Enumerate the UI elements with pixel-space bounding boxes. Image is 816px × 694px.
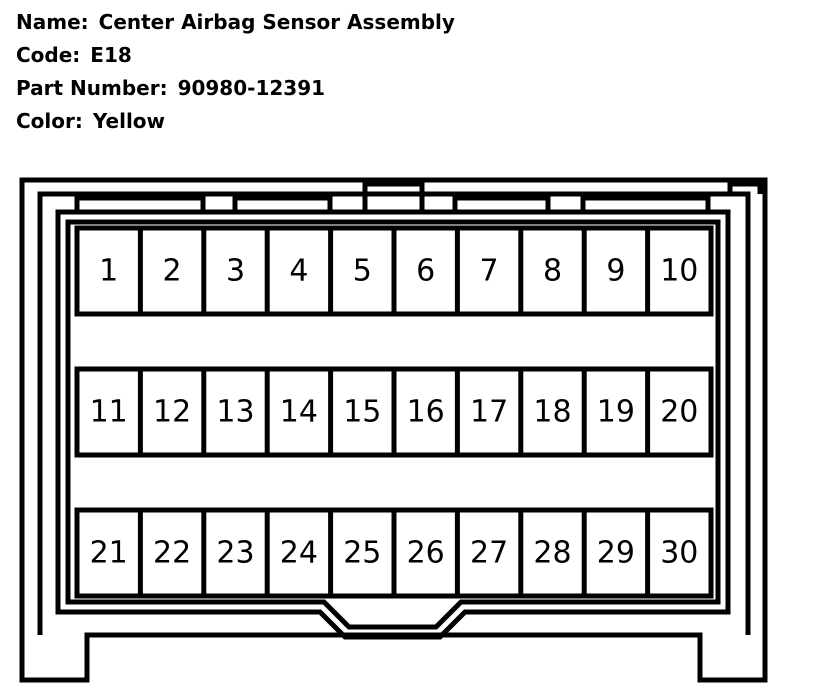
center-latch (365, 184, 422, 212)
pin-4: 4 (289, 253, 309, 289)
pin-9: 9 (606, 253, 626, 289)
pin-21: 21 (89, 535, 128, 571)
pin-grid (77, 228, 711, 596)
pin-8: 8 (542, 253, 563, 289)
name-value: Center Airbag Sensor Assembly (98, 10, 455, 34)
pin-11: 11 (89, 394, 128, 430)
pin-28: 28 (533, 535, 572, 571)
pin-5: 5 (352, 253, 372, 289)
pin-3: 3 (225, 253, 246, 289)
pin-18: 18 (533, 394, 572, 430)
pin-14: 14 (279, 394, 318, 430)
pin-19: 19 (596, 394, 635, 430)
pin-22: 22 (153, 535, 192, 571)
color-value: Yellow (92, 109, 166, 133)
pin-16: 16 (406, 394, 445, 430)
pin-2: 2 (162, 253, 182, 289)
color-label: Color: (16, 109, 83, 133)
part-number-label: Part Number: (16, 76, 168, 100)
code-label: Code: (16, 43, 81, 67)
pin-27: 27 (470, 535, 509, 571)
pin-17: 17 (470, 394, 509, 430)
pin-7: 7 (479, 253, 499, 289)
pin-10: 10 (660, 253, 699, 289)
pin-13: 13 (216, 394, 255, 430)
pin-30: 30 (660, 535, 699, 571)
pin-20: 20 (660, 394, 699, 430)
pin-29: 29 (596, 535, 635, 571)
pin-15: 15 (343, 394, 382, 430)
part-number-value: 90980-12391 (177, 76, 326, 100)
pin-24: 24 (279, 535, 318, 571)
pin-23: 23 (216, 535, 255, 571)
pin-25: 25 (343, 535, 382, 571)
pin-26: 26 (406, 535, 445, 571)
code-value: E18 (90, 43, 132, 67)
name-label: Name: (16, 10, 89, 34)
pin-1: 1 (99, 253, 119, 289)
pin-12: 12 (153, 394, 192, 430)
pin-6: 6 (416, 253, 436, 289)
